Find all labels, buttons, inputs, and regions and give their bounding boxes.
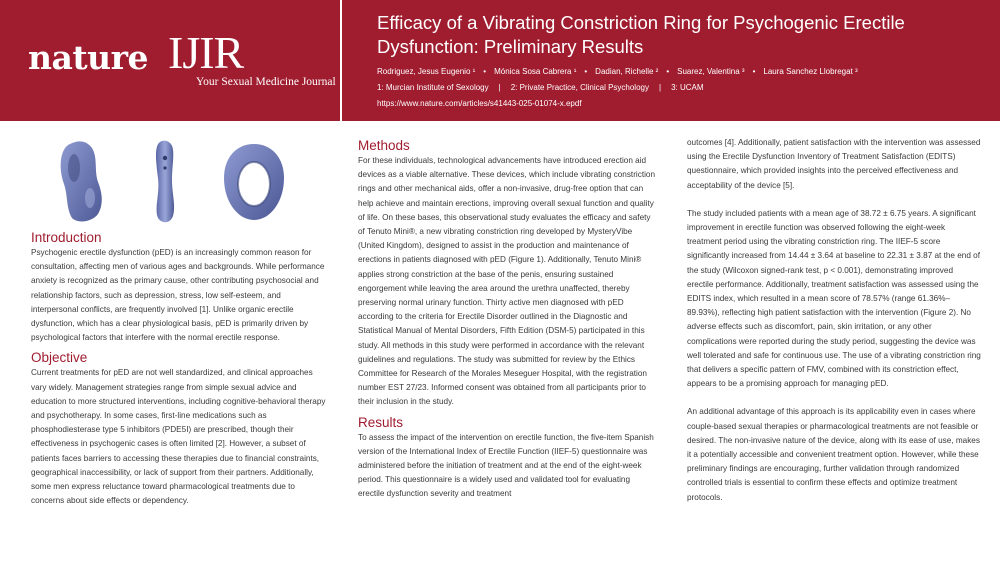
separator-bar: |: [498, 83, 501, 92]
results-continued-text: outcomes [4]. Additionally, patient satisfaction with the intervention was assessed using the Erectile Dysfunction Inventory of Treatment Satisfaction (EDITS) questionnaire, which provided insights into the perceived effectiveness and acceptability of the device [5].: [687, 138, 981, 190]
section-heading-introduction: Introduction: [31, 230, 102, 245]
device-front-view-icon: [148, 138, 182, 224]
separator-bar: |: [658, 83, 662, 92]
column-middle: [358, 138, 658, 502]
device-figure: [30, 134, 320, 224]
ijir-logo-subtitle: Your Sexual Medicine Journal: [196, 76, 336, 88]
author-list: [377, 67, 987, 76]
article-url[interactable]: https://www.nature.com/articles/s41443-025-01074-x.epdf: [377, 99, 582, 108]
introduction-text: Psychogenic erectile dysfunction (pED) is an increasingly common reason for consultation, affecting men of various ages and backgrounds. While performance anxiety is recognized as the primary cause, other contributing psychosocial and relationship factors, such as depression, stress, low self-esteem, and interpersonal conflicts, are frequently involved [1]. Unlike organic erectile dysfunction, which has a clear physiological basis, pED is primarily driven by psychological factors that interfere with the normal erectile response.: [31, 248, 325, 343]
device-side-view-icon: [52, 138, 112, 224]
device-open-view-icon: [218, 140, 290, 224]
results-text: To assess the impact of the intervention on erectile function, the five-item Spanish version of the International Index of Erectile Function (IIEF-5) questionnaire was administered before the initiation of treatment and at the end of the eight-week period. This questionnaire is a widely used and validated tool for evaluating erectile dysfunction severity and treatment: [358, 432, 654, 499]
header-divider: [340, 0, 342, 121]
header-banner: [0, 0, 1000, 121]
objective-text: Current treatments for pED are not well standardized, and clinical approaches vary widely. Management strategies range from simple sexual advice and education to more structured interventions, including cognitive-behavioral therapy and psychotherapy. In some cases, first-line medications such as phosphodiesterase type 5 inhibitors (PDE5I) are prescribed, though their effectiveness in psychogenic cases is often limited [2]. However, a subset of patients faces barriers to accessing these therapies due to financial constraints, geographical inaccessibility, or lack of support from their partners. Additionally, some men express reluctance toward pharmacological treatments due to concerns about side effects or dependency.: [31, 368, 326, 506]
author: Mónica Sosa Cabrera ¹: [494, 67, 577, 76]
column-right: [687, 136, 981, 505]
results-findings-text: The study included patients with a mean age of 38.72 ± 6.75 years. A significant improvement in erectile function was observed following the eight-week treatment period using the vibrating constriction ring. The IIEF-5 score significantly increased from 14.44 ± 3.64 at baseline to 22.31 ± 3.87 at the end of the study (Wilcoxon signed-rank test, p < 0.001), demonstrating improved erectile performance. Additionally, treatment satisfaction was assessed using the EDITS index, which resulted in a mean score of 78.57% (range 61.36%–89.93%), reflecting high patient satisfaction with the intervention (Figure 2). No adverse effects such as discomfort, pain, skin irritation, or any other complications were reported during the study period, suggesting the device was well tolerated and safe for continuous use. The use of a vibrating constriction ring that delivers a specific pattern of FMV, combined with its constriction effect, appears to be a promising approach for managing pED.: [687, 208, 981, 389]
separator-dot: •: [584, 67, 588, 76]
section-heading-methods: Methods: [358, 138, 410, 153]
section-heading-objective: Objective: [31, 350, 88, 366]
author: Rodriguez, Jesus Eugenio ¹: [377, 67, 476, 76]
affiliation: 1: Murcian Institute of Sexology: [377, 83, 489, 92]
column-left: [31, 230, 327, 508]
affiliation-list: [377, 83, 704, 92]
affiliation: 3: UCAM: [671, 83, 704, 92]
author: Dadian, Richelle ²: [595, 67, 659, 76]
author: Suarez, Valentina ³: [677, 67, 745, 76]
separator-dot: •: [752, 67, 756, 76]
ijir-logo: IJIR: [168, 27, 244, 78]
separator-dot: •: [666, 67, 670, 76]
author: Laura Sanchez Llobregat ³: [763, 67, 858, 76]
affiliation: 2: Private Practice, Clinical Psychology: [510, 83, 649, 92]
nature-logo: nature: [28, 38, 148, 77]
separator-dot: •: [483, 67, 487, 76]
section-heading-results: Results: [358, 414, 404, 430]
discussion-text: An additional advantage of this approach is its applicability even in cases where couple-based sexual therapies or pharmacological treatments are not feasible or desired. The non-invasive nature of the device, along with its ease of use, makes it a potentially accessible and convenient treatment option. However, while these preliminary findings are encouraging, further validation through randomized controlled trials is essential to confirm these effects and optimize treatment protocols.: [687, 407, 980, 502]
methods-text: For these individuals, technological advancements have introduced erection aid devices as a viable alternative. These devices, which include vibrating constriction rings and other mechanical aids, offer a non-invasive, drug-free option that can help achieve and maintain erections, improving overall sexual function and quality of life. On these bases, this observational study evaluates the efficacy and safety of Tenuto Mini®, a new vibrating constriction ring developed by MysteryVibe (United Kingdom), designed to assist in the production and maintenance of erections in patients diagnosed with pED (Figure 1). Additionally, Tenuto Mini® applies strong constriction at the base of the penis, ensuring sustained engorgement while leaving the area around the urethra unaffected, thereby preserving normal urinary function. Thirty active men diagnosed with pED according to the criteria for Erectile Disorder outlined in the Diagnostic and Statistical Manual of Mental Disorders, Fifth Edition (DSM-5) participated in this study. All methods in this study were performed in accordance with the relevant guidelines and regulations. The study was submitted for review by the Ethics Committee for Research of the Morales Meseguer Hospital, with the registration number EST 27/23. Informed consent was obtained from all participants prior to their inclusion in the study.: [358, 156, 656, 407]
poster-title: Efficacy of a Vibrating Constriction Ring for Psychogenic Erectile Dysfunction: Preliminary Results: [377, 12, 905, 57]
